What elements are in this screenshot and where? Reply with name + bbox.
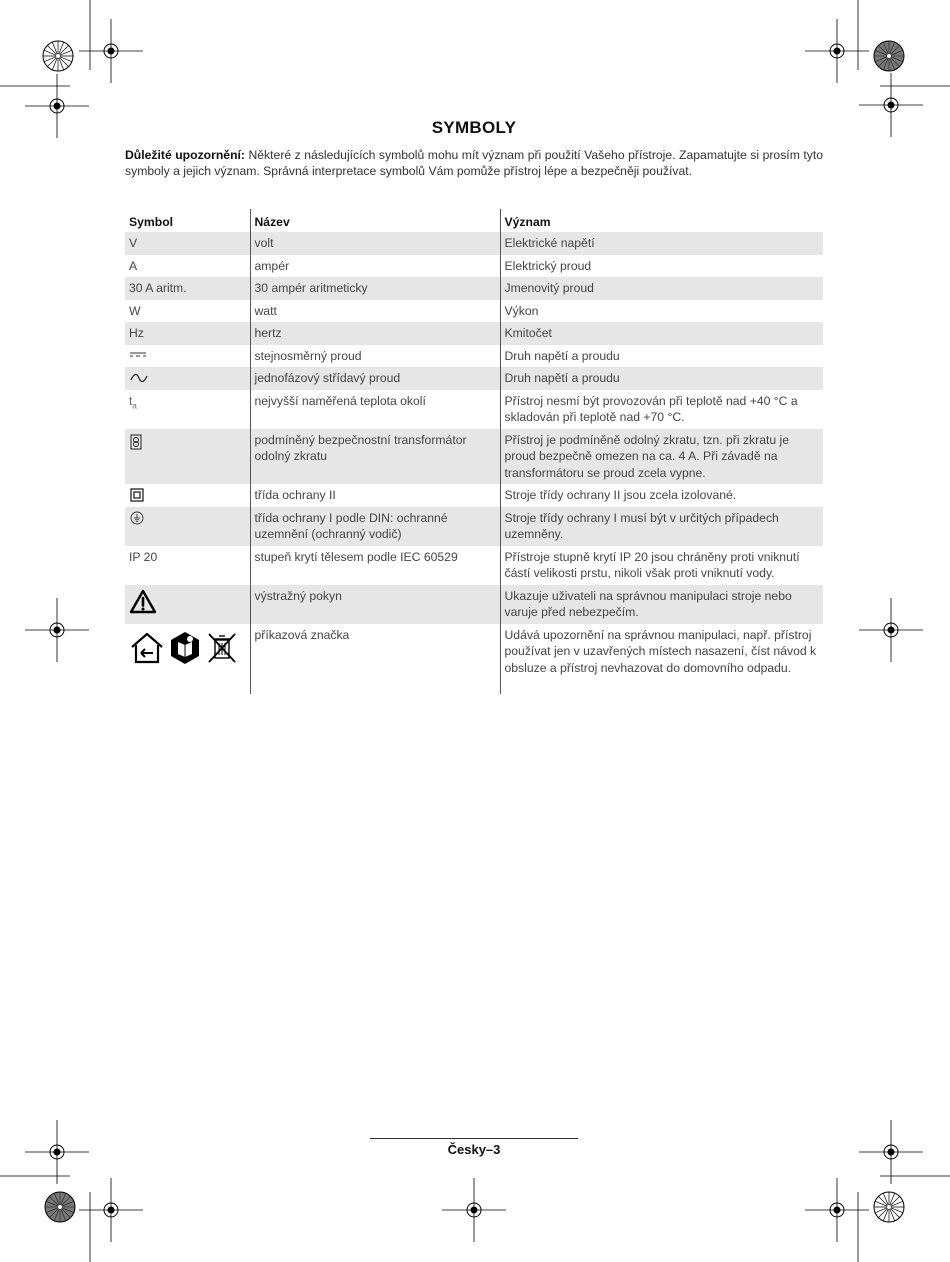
page-content	[125, 118, 823, 675]
symbol-cell	[125, 367, 250, 390]
meaning-cell: Udává upozornění na správnou manipulaci, např. přístroj používat jen v uzavřených místech nasazení, číst návod k obsluze a přístroj nevhazovat do domovního odpadu.	[504, 627, 817, 675]
symbol-cell	[125, 585, 250, 624]
name-cell: hertz	[250, 322, 500, 345]
protective-earth-icon	[129, 510, 145, 526]
table-row	[125, 367, 823, 390]
warning-triangle-icon	[129, 588, 157, 616]
table-row	[125, 546, 823, 585]
name-cell: stejnosměrný proud	[250, 345, 500, 368]
symbol-cell: A	[125, 255, 250, 278]
table-row	[125, 484, 823, 507]
meaning-cell: Elektrické napětí	[500, 232, 823, 255]
name-cell: volt	[250, 232, 500, 255]
name-cell: jednofázový střídavý proud	[250, 367, 500, 390]
symbol-cell	[125, 429, 250, 485]
intro-paragraph	[125, 148, 823, 179]
symbol-cell	[125, 390, 250, 429]
name-cell: podmíněný bezpečnostní transformátor odolný zkratu	[250, 429, 500, 485]
protection-class-2-icon	[129, 487, 145, 503]
name-cell: výstražný pokyn	[250, 585, 500, 624]
symbol-cell: 30 A aritm.	[125, 277, 250, 300]
meaning-cell: Stroje třídy ochrany I musí být v určitých případech uzemněny.	[500, 507, 823, 546]
name-cell: stupeň krytí tělesem podle IEC 60529	[250, 546, 500, 585]
symbol-cell	[125, 507, 250, 546]
name-cell: ampér	[250, 255, 500, 278]
symbol-cell: W	[125, 300, 250, 323]
read-manual-icon	[168, 631, 202, 665]
table-row	[125, 300, 823, 323]
meaning-cell: Přístroj nesmí být provozován při teplotě nad +40 °C a skladován při teplotě nad +70 °C.	[504, 393, 798, 424]
name-cell: třída ochrany II	[250, 484, 500, 507]
table-row	[125, 232, 823, 255]
table-row	[125, 322, 823, 345]
symbol-cell: V	[125, 232, 250, 255]
table-row	[125, 585, 823, 624]
name-cell: 30 ampér aritmeticky	[250, 277, 500, 300]
table-row	[125, 429, 823, 485]
meaning-cell: Ukazuje uživateli na správnou manipulaci stroje nebo varuje před nebezpečím.	[500, 585, 823, 624]
symbol-cell: IP 20	[125, 546, 250, 585]
symbol-cell	[125, 345, 250, 368]
name-cell: watt	[250, 300, 500, 323]
meaning-cell: Přístroj je podmíněně odolný zkratu, tzn. při zkratu je proud bezpečně omezen na ca. 4 A. Při závadě na transformátoru se proud zcela vypne.	[500, 429, 823, 485]
meaning-cell: Přístroje stupně krytí IP 20 jsou chráněny proti vniknutí částí velikosti prstu, nikoli však proti vniknutí vody.	[504, 549, 800, 580]
symbols-table	[125, 209, 823, 694]
name-cell: nejvyšší naměřená teplota okolí	[250, 390, 500, 429]
no-household-waste-icon	[206, 631, 238, 665]
meaning-cell: Kmitočet	[500, 322, 823, 345]
meaning-cell: Stroje třídy ochrany II jsou zcela izolované.	[504, 488, 737, 502]
direct-current-icon	[129, 348, 147, 362]
name-cell: příkazová značka	[250, 624, 500, 694]
table-row	[125, 345, 823, 368]
header-name: Název	[250, 209, 500, 232]
meaning-cell: Jmenovitý proud	[500, 277, 823, 300]
table-row	[125, 277, 823, 300]
meaning-cell: Druh napětí a proudu	[500, 367, 823, 390]
table-row	[125, 255, 823, 278]
table-header-row	[125, 209, 823, 232]
meaning-cell: Druh napětí a proudu	[504, 348, 620, 363]
indoor-use-icon	[129, 631, 165, 665]
table-row	[125, 390, 823, 429]
table-row	[125, 624, 823, 694]
safety-transformer-icon	[129, 432, 143, 452]
header-symbol: Symbol	[125, 209, 250, 232]
intro-label: Důležité upozornění:	[125, 148, 245, 162]
alternating-current-icon	[129, 370, 149, 386]
name-cell: třída ochrany I podle DIN: ochranné uzemnění (ochranný vodič)	[250, 507, 500, 546]
page-title: SYMBOLY	[431, 118, 517, 137]
table-row	[125, 507, 823, 546]
symbol-cell: Hz	[125, 322, 250, 345]
symbol-cell	[125, 484, 250, 507]
symbol-cell	[125, 624, 250, 694]
intro-text: Některé z následujících symbolů mohu mít význam při použití Vašeho přístroje. Zapamatujte si prosím tyto symboly a jejich význam. Správná interpretace symbolů Vám pomůže přístroj lépe a bezpečněji používat.	[125, 148, 823, 178]
header-meaning: Význam	[504, 214, 551, 229]
meaning-cell: Výkon	[504, 303, 539, 318]
page-footer: Česky–3	[370, 1138, 578, 1157]
meaning-cell: Elektrický proud	[504, 258, 592, 273]
ambient-temperature-symbol: $t_a$	[129, 393, 137, 410]
